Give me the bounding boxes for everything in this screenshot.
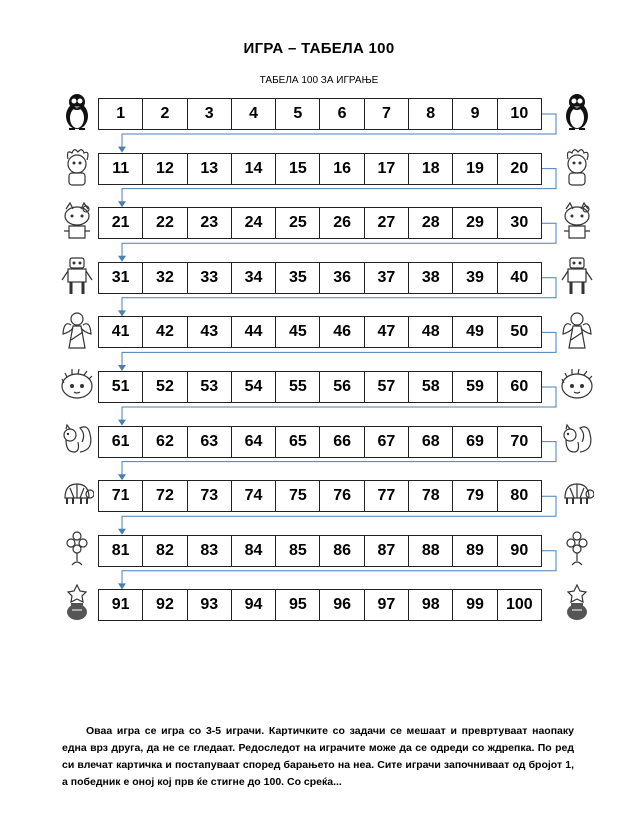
board-cell: 23	[188, 208, 232, 238]
board-cell: 40	[510, 268, 529, 286]
board-cell: 39	[453, 263, 497, 293]
board-cell: 4	[232, 99, 276, 129]
board-cell: 86	[320, 536, 364, 566]
board-cell: 10	[510, 105, 529, 122]
board-cell: 29	[453, 208, 497, 238]
board-cell: 3	[188, 99, 232, 129]
board-cell: 57	[365, 372, 409, 402]
board-cell: 6	[320, 99, 364, 129]
board-row	[98, 589, 542, 621]
board-cell: 69	[453, 427, 497, 457]
board-cell: 98	[409, 590, 453, 620]
squirrel-icon	[560, 420, 594, 460]
board-row	[98, 153, 542, 185]
board-cell: 45	[276, 317, 320, 347]
board-cell: 34	[232, 263, 276, 293]
board-cell: 51	[99, 372, 143, 402]
board-cell: 37	[365, 263, 409, 293]
board-cell: 75	[276, 481, 320, 511]
board-cell: 53	[188, 372, 232, 402]
board-row	[98, 262, 542, 294]
board-cell: 2	[143, 99, 187, 129]
trophy-pot-icon	[560, 583, 594, 623]
hello-kitty-icon	[60, 201, 94, 241]
board-cell: 41	[99, 317, 143, 347]
turtle-icon	[60, 474, 94, 514]
board-cell: 89	[453, 536, 497, 566]
board-cell: 56	[320, 372, 364, 402]
board-cell: 1	[99, 99, 143, 129]
board-cell: 79	[453, 481, 497, 511]
board-cell: 73	[188, 481, 232, 511]
board-cell: 66	[320, 427, 364, 457]
board-cell: 83	[188, 536, 232, 566]
board-cell: 54	[232, 372, 276, 402]
board-row	[98, 480, 542, 512]
page-subtitle: ТАБЕЛА 100 ЗА ИГРАЊЕ	[259, 75, 379, 86]
board-row	[98, 426, 542, 458]
flower-bunch-icon	[560, 529, 594, 569]
board-cell: 63	[188, 427, 232, 457]
board-cell: 32	[143, 263, 187, 293]
board-cell: 15	[276, 154, 320, 184]
board-cell: 95	[276, 590, 320, 620]
board-row	[98, 535, 542, 567]
board-cell: 82	[143, 536, 187, 566]
fairy-icon	[560, 310, 594, 350]
board-cell: 64	[232, 427, 276, 457]
board-cell: 43	[188, 317, 232, 347]
board-cell: 50	[510, 323, 529, 341]
board-cell: 26	[320, 208, 364, 238]
board-cell: 22	[143, 208, 187, 238]
board-cell: 96	[320, 590, 364, 620]
board-cell: 68	[409, 427, 453, 457]
robot-toy-icon	[560, 256, 594, 296]
board-cell: 48	[409, 317, 453, 347]
board-cell: 19	[453, 154, 497, 184]
board-cell: 25	[276, 208, 320, 238]
board-cell: 97	[365, 590, 409, 620]
board-cell: 21	[99, 208, 143, 238]
hedgehog-icon	[560, 365, 594, 405]
board-cell: 78	[409, 481, 453, 511]
board-cell: 13	[188, 154, 232, 184]
board-cell: 18	[409, 154, 453, 184]
board-cell: 7	[365, 99, 409, 129]
squirrel-icon	[60, 420, 94, 460]
board-cell: 65	[276, 427, 320, 457]
board-cell: 67	[365, 427, 409, 457]
board-cell: 55	[276, 372, 320, 402]
board-cell: 81	[99, 536, 143, 566]
board-cell: 46	[320, 317, 364, 347]
board-cell: 61	[99, 427, 143, 457]
board-cell: 8	[409, 99, 453, 129]
board-cell: 80	[510, 487, 529, 505]
board-cell: 77	[365, 481, 409, 511]
hedgehog-icon	[60, 365, 94, 405]
board-cell: 88	[409, 536, 453, 566]
board-cell: 100	[505, 596, 533, 614]
board-cell: 85	[276, 536, 320, 566]
board-cell: 74	[232, 481, 276, 511]
board-cell: 58	[409, 372, 453, 402]
hello-kitty-icon	[560, 201, 594, 241]
turtle-icon	[560, 474, 594, 514]
board-row	[98, 371, 542, 403]
board-cell: 44	[232, 317, 276, 347]
penguin-icon	[560, 92, 594, 132]
board-cell: 87	[365, 536, 409, 566]
board-cell: 99	[453, 590, 497, 620]
board-cell: 60	[510, 378, 529, 395]
troll-doll-icon	[60, 147, 94, 187]
board-cell: 71	[99, 481, 143, 511]
board-cell: 92	[143, 590, 187, 620]
board-cell: 31	[99, 263, 143, 293]
board-row	[98, 316, 542, 348]
board-cell: 5	[276, 99, 320, 129]
board-cell: 35	[276, 263, 320, 293]
board-cell: 76	[320, 481, 364, 511]
fairy-icon	[60, 310, 94, 350]
board-cell: 49	[453, 317, 497, 347]
board-row	[98, 207, 542, 239]
robot-toy-icon	[60, 256, 94, 296]
board-cell: 42	[143, 317, 187, 347]
board-cell: 91	[99, 590, 143, 620]
flower-bunch-icon	[60, 529, 94, 569]
board-cell: 52	[143, 372, 187, 402]
board-cell: 12	[143, 154, 187, 184]
board-cell: 36	[320, 263, 364, 293]
game-rules: Оваа игра се игра со 3-5 играчи. Картичките со задачи се мешаат и превртуваат наопаку една врз друга, да не се гледаат. Редоследот на играчите може да се одреди со ждрепка. По ред си влечат картичка и постапуваат според барањето на неа. Сите играчи започниваат од бројот 1, а победник е оној кој прв ќе стигне до 100. Со среќа...	[62, 725, 574, 788]
board-cell: 93	[188, 590, 232, 620]
board-cell: 38	[409, 263, 453, 293]
board-cell: 90	[510, 541, 529, 559]
board-cell: 17	[365, 154, 409, 184]
board-cell: 28	[409, 208, 453, 238]
penguin-icon	[60, 92, 94, 132]
board-cell: 70	[510, 432, 529, 450]
board-cell: 20	[510, 159, 529, 177]
board-cell: 9	[453, 99, 497, 129]
board-cell: 16	[320, 154, 364, 184]
board-cell: 72	[143, 481, 187, 511]
troll-doll-icon	[560, 147, 594, 187]
board-cell: 47	[365, 317, 409, 347]
board-cell: 33	[188, 263, 232, 293]
board-cell: 62	[143, 427, 187, 457]
board-cell: 27	[365, 208, 409, 238]
board-cell: 14	[232, 154, 276, 184]
board-cell: 94	[232, 590, 276, 620]
trophy-pot-icon	[60, 583, 94, 623]
board-cell: 59	[453, 372, 497, 402]
board-cell: 11	[99, 154, 143, 184]
board-row	[98, 98, 542, 130]
board-cell: 30	[510, 214, 529, 232]
page-title: ИГРА – ТАБЕЛА 100	[243, 40, 395, 57]
board-cell: 84	[232, 536, 276, 566]
board-cell: 24	[232, 208, 276, 238]
